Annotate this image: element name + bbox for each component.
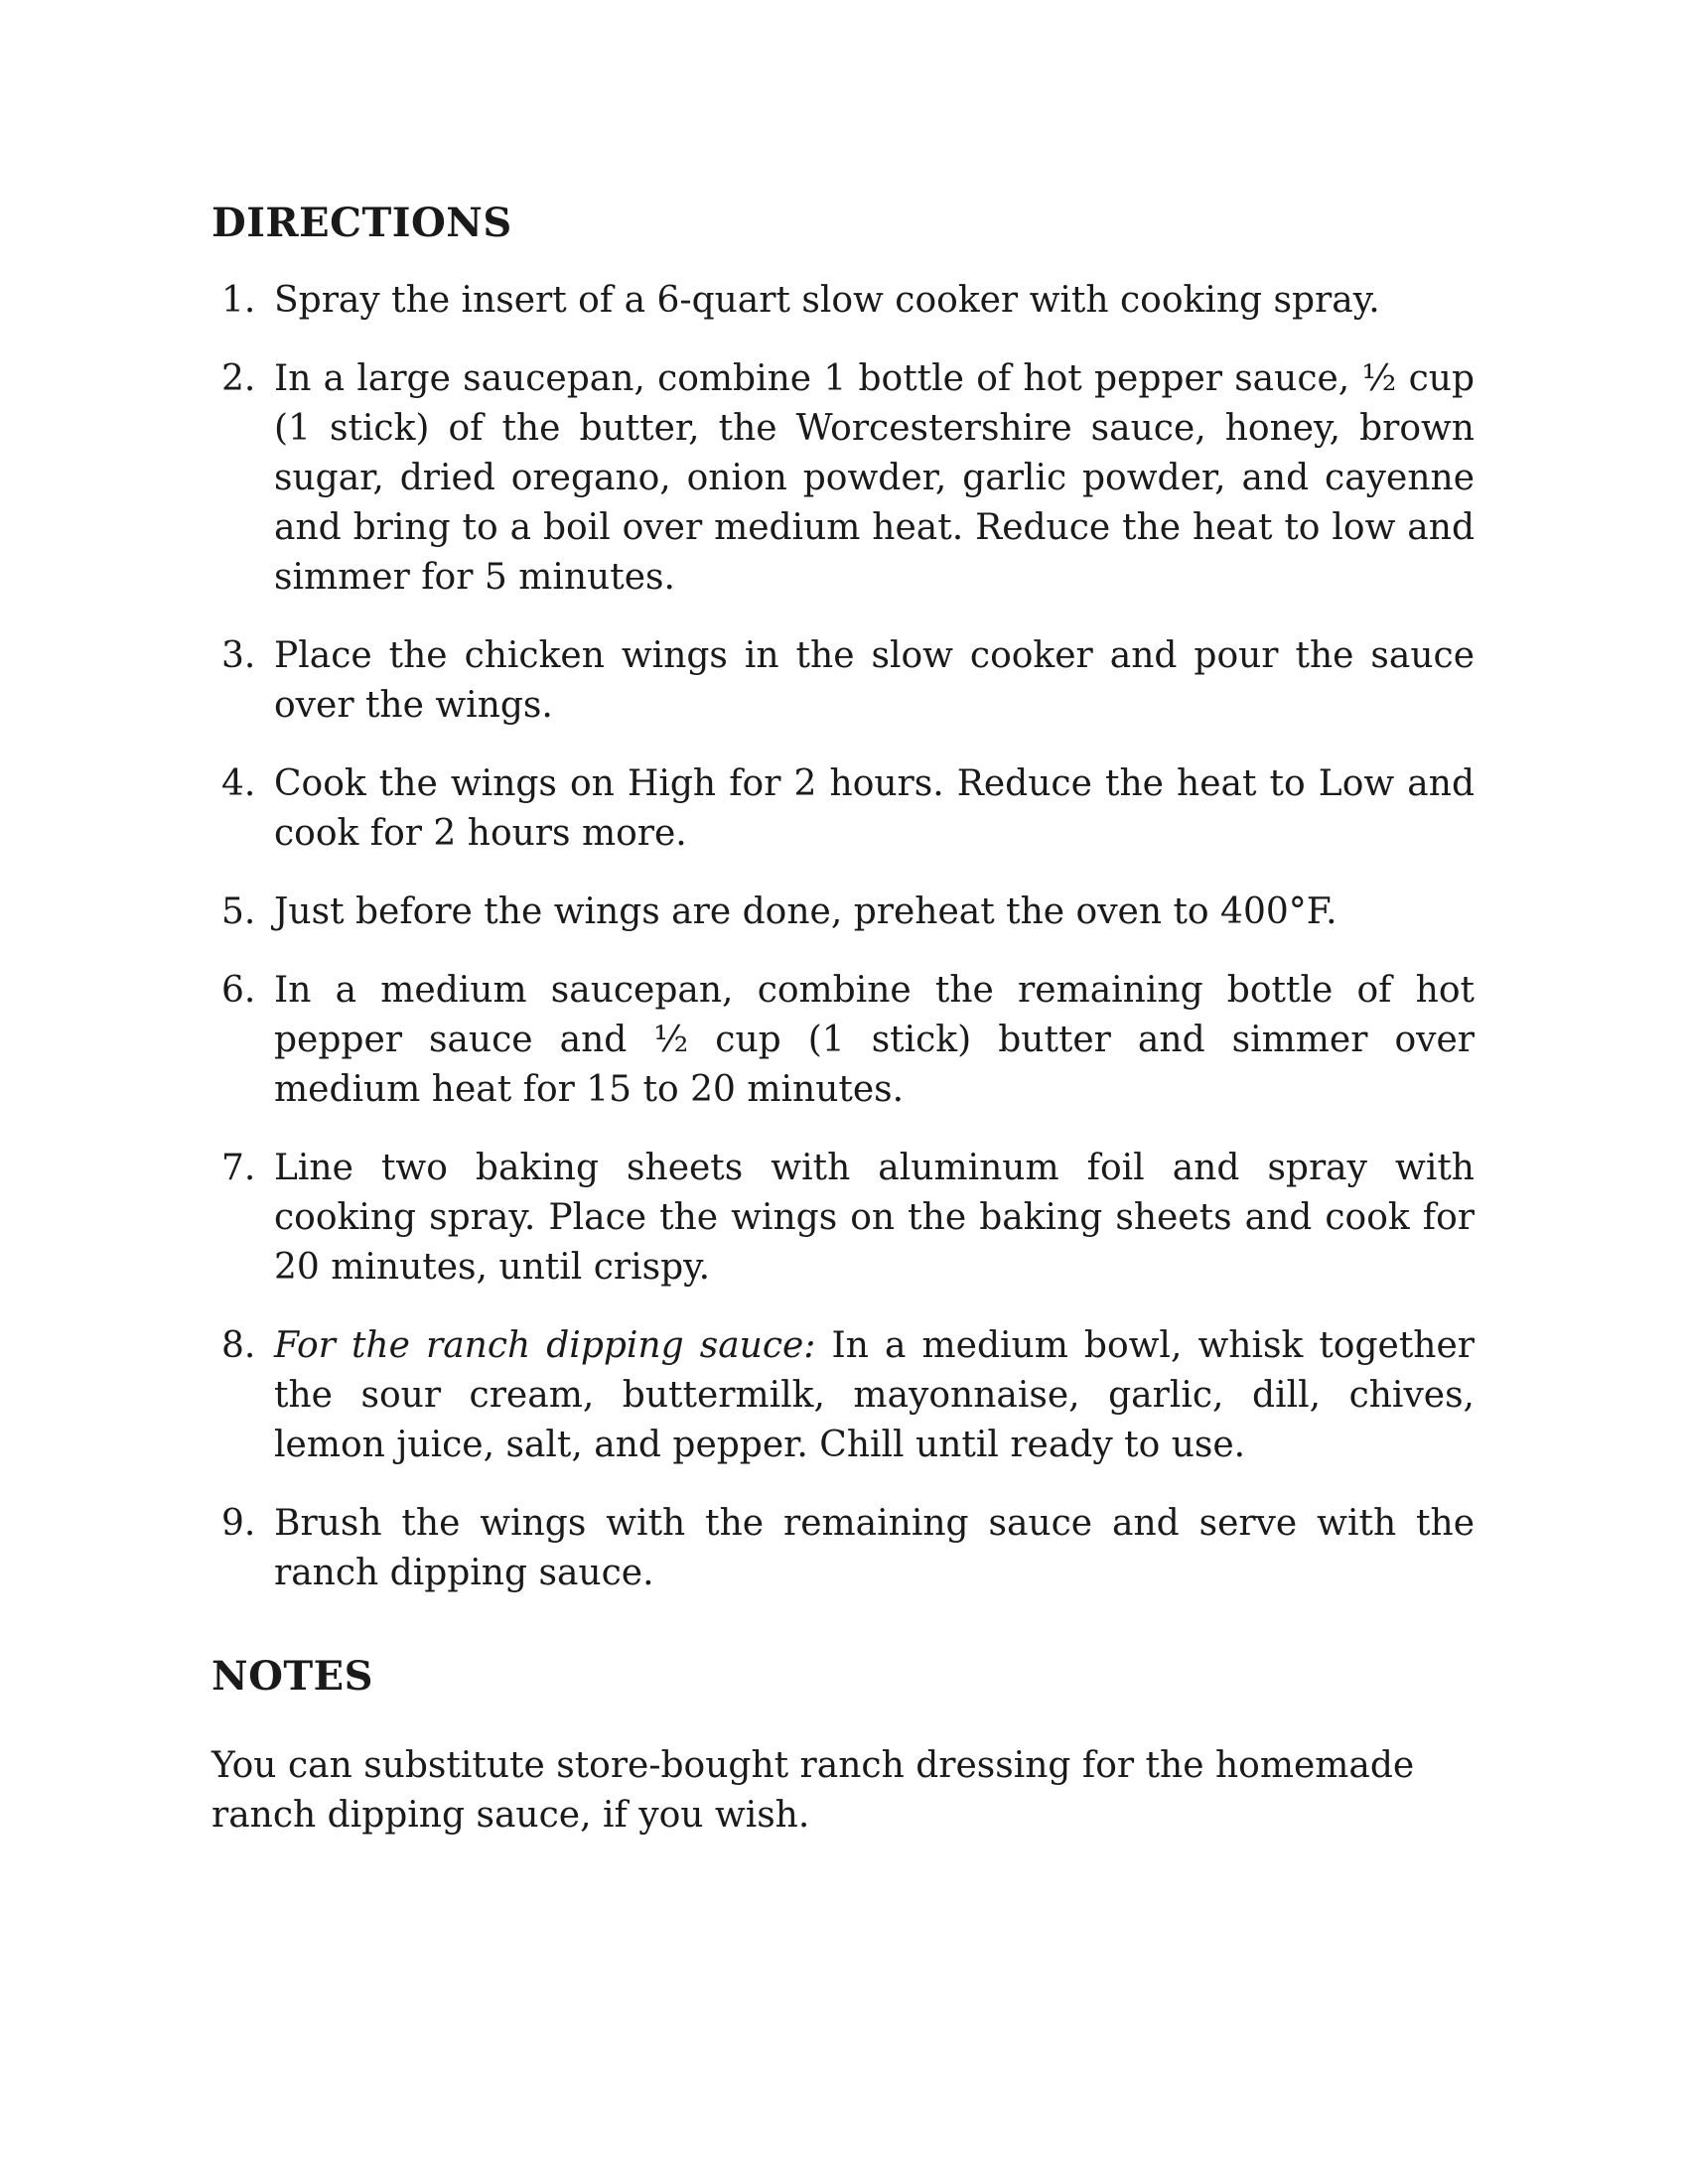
step-text: Line two baking sheets with aluminum foil and spray with cooking spray. Place the wings on the baking sheets and cook for 20 minutes, until crispy. <box>274 1148 1475 1288</box>
direction-step-4 <box>211 759 1475 859</box>
step-number: 5. <box>221 891 256 932</box>
ranch-sauce-lead: For the ranch dipping sauce: <box>274 1325 816 1366</box>
direction-step-1 <box>211 276 1475 326</box>
direction-step-2 <box>211 354 1475 603</box>
notes-heading: NOTES <box>211 1653 374 1700</box>
direction-step-5 <box>211 887 1475 937</box>
step-number: 3. <box>221 635 256 676</box>
step-number: 7. <box>221 1148 256 1188</box>
direction-step-6 <box>211 966 1475 1115</box>
directions-list <box>211 276 1475 1598</box>
direction-step-9 <box>211 1499 1475 1598</box>
step-text: Place the chicken wings in the slow cooker and pour the sauce over the wings. <box>274 635 1475 726</box>
step-text: Cook the wings on High for 2 hours. Reduce the heat to Low and cook for 2 hours more. <box>274 763 1475 854</box>
step-number: 4. <box>221 763 256 804</box>
step-text: Brush the wings with the remaining sauce and serve with the ranch dipping sauce. <box>274 1503 1475 1593</box>
step-text: In a medium saucepan, combine the remaining bottle of hot pepper sauce and ½ cup (1 stick) butter and simmer over medium heat for 15 to 20 minutes. <box>274 970 1475 1110</box>
step-text <box>274 1325 1475 1465</box>
step-number: 9. <box>221 1503 256 1544</box>
direction-step-3 <box>211 631 1475 731</box>
direction-step-7 <box>211 1144 1475 1293</box>
step-text: In a large saucepan, combine 1 bottle of hot pepper sauce, ½ cup (1 stick) of the butter, the Worcestershire sauce, honey, brown sugar, dried oregano, onion powder, garlic powder, and cayenne and bring to a boil over medium heat. Reduce the heat to low and simmer for 5 minutes. <box>274 358 1475 598</box>
notes-text: You can substitute store-bought ranch dressing for the homemade ranch dipping sauce, if you wish. <box>211 1745 1415 1836</box>
step-text-rest: In a medium bowl, whisk together the sour cream, buttermilk, mayonnaise, garlic, dill, chives, lemon juice, salt, and pepper. Chill until ready to use. <box>274 1325 1475 1465</box>
step-text: Spray the insert of a 6-quart slow cooker with cooking spray. <box>274 280 1380 321</box>
directions-heading: DIRECTIONS <box>211 200 512 246</box>
recipe-page <box>211 199 1475 1841</box>
step-number: 1. <box>221 280 256 321</box>
step-number: 6. <box>221 970 256 1011</box>
step-number: 2. <box>221 358 256 399</box>
step-text: Just before the wings are done, preheat the oven to 400°F. <box>274 891 1337 932</box>
step-number: 8. <box>221 1325 256 1366</box>
direction-step-8 <box>211 1321 1475 1470</box>
